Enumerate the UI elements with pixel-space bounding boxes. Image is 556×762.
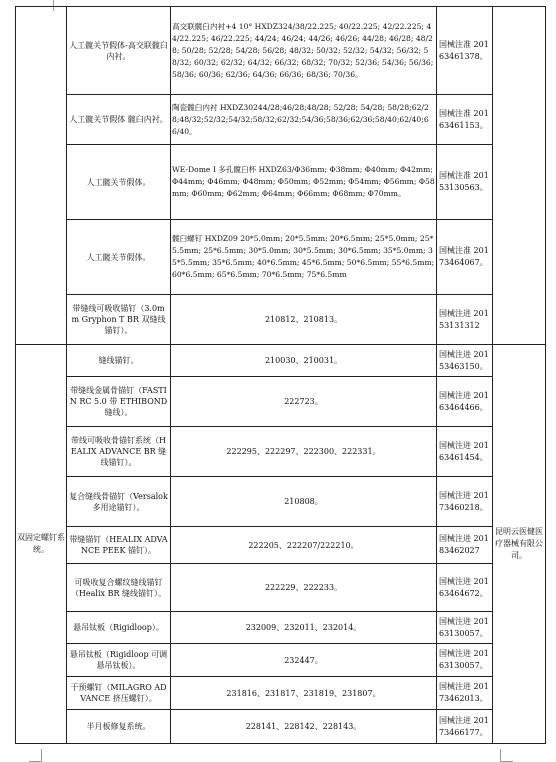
spec-cell: 228141、228142、228143。 [171,710,437,744]
product-name-cell: 带缝线可吸收锚钉（3.0mm Gryphon T BR 双缝线锚钉）。 [67,295,171,345]
table-row [16,644,546,677]
product-name-cell: 人工髋关节假体-高交联髋臼内衬。 [67,7,171,95]
table-row [16,145,546,220]
product-table [15,6,546,744]
registration-cell: 国械注准 20153130563。 [437,145,493,220]
product-name-cell: 人工髋关节假体。 [67,220,171,295]
registration-cell: 国械注进 20163130057。 [437,644,493,677]
registration-cell: 国械注进 20163130057。 [437,612,493,644]
registration-cell: 国械注进 20163464672。 [437,564,493,612]
spec-cell: 232009、232011、232014。 [171,612,437,644]
product-name-cell: 可吸收复合螺纹缝线锚钉（Healix BR 缝线锚钉）。 [67,564,171,612]
spec-cell: 陶瓷髋臼内衬 HXDZ30244/28;46/28;48/28; 52/28; 54/28; 58/28;62/28;48/32;52/32;54/32;58/32;62/32;54/36;58/36;62/36;58/40;62/40;66/40。 [171,95,437,145]
registration-cell: 国械注准 20163461153。 [437,95,493,145]
company-cell: 昆明云医健医疗器械有限公司。 [493,345,546,744]
table-row [16,427,546,477]
registration-cell: 国械注进 20153131312 [437,295,493,345]
product-name-cell: 悬吊钛板（Rigidloop 可调悬吊钛板）。 [67,644,171,677]
registration-cell: 国械注进 20173460218。 [437,477,493,527]
product-name-cell: 带缝线金属骨锚钉（FASTIN RC 5.0 带 ETHIBOND 缝线）。 [67,377,171,427]
crop-mark-bottom-left [29,749,42,762]
spec-cell: WE-Dome I 多孔髋臼杯 HXDZ63/Φ36mm; Φ38mm; Φ40mm; Φ42mm; Φ44mm; Φ46mm; Φ48mm; Φ50mm; Φ52mm; Φ54mm; Φ56mm; Φ58mm; Φ60mm; Φ62mm; Φ64mm; Φ66mm; Φ68mm; Φ70mm。 [171,145,437,220]
table-row [16,677,546,710]
company-cell-empty [493,7,546,345]
table-row [16,710,546,744]
product-name-cell: 缝线锚钉。 [67,345,171,377]
table-row [16,564,546,612]
spec-cell: 231816、231817、231819、231807。 [171,677,437,710]
spec-cell: 髋臼螺钉 HXDZ09 20*5.0mm; 20*5.5mm; 20*6.5mm; 25*5.0mm; 25*5.5mm; 25*6.5mm; 30*5.0mm; 30*5.5mm; 30*6.5mm; 35*5.0mm; 35*5.5mm; 35*6.5mm; 40*6.5mm; 45*6.5mm; 50*6.5mm; 55*6.5mm; 60*6.5mm; 65*6.5mm; 70*6.5mm; 75*6.5mm [171,220,437,295]
spec-cell: 210812、210813。 [171,295,437,345]
table-row [16,295,546,345]
product-name-cell: 人工髋关节假体。 [67,145,171,220]
registration-cell: 国械注准 20163461378。 [437,7,493,95]
product-name-cell: 带缝锚钉（HEALIX ADVANCE PEEK 锚钉）。 [67,527,171,564]
crop-mark-bottom-right [500,749,513,762]
table-row [16,477,546,527]
registration-cell: 国械注进 20163461454。 [437,427,493,477]
product-name-cell: 干预螺钉（MILAGRO ADVANCE 挤压螺钉）。 [67,677,171,710]
registration-cell: 国械注准 20173464067。 [437,220,493,295]
registration-cell: 国械注进 20183462027 [437,527,493,564]
table-row [16,220,546,295]
table-row [16,345,546,377]
spec-cell: 222229、222233。 [171,564,437,612]
product-name-cell: 人工髋关节假体 髋臼内衬。 [67,95,171,145]
category-cell-empty [16,7,67,345]
spec-cell: 232447。 [171,644,437,677]
registration-cell: 国械注进 20163464466。 [437,377,493,427]
registration-cell: 国械注进 20153463150。 [437,345,493,377]
spec-cell: 高交联髋臼内衬+4 10° HXDZ324/38/22.225; 40/22.225; 42/22.225; 44/22.225; 46/22.225; 44/24; 46/24; 44/26; 46/26; 44/28; 46/28; 48/28; 50/28; 52/28; 54/28; 56/28; 48/32; 50/32; 52/32; 54/32; 56/32; 58/32; 60/32; 62/32; 64/32; 66/32; 68/32; 70/32; 52/36; 54/36; 56/36; 58/36; 60/36; 62/36; 64/36; 66/36; 68/36; 70/36。 [171,7,437,95]
table-row [16,7,546,95]
table-row [16,527,546,564]
product-name-cell: 带线可吸收骨锚钉系统（HEALIX ADVANCE BR 缝线锚钉）。 [67,427,171,477]
spec-cell: 210030、210031。 [171,345,437,377]
product-name-cell: 悬吊钛板（Rigidloop）。 [67,612,171,644]
table-row [16,95,546,145]
spec-cell: 222295、222297、222300、222331。 [171,427,437,477]
category-cell: 双固定螺钉系统。 [16,345,67,744]
registration-cell: 国械注进 20173466177。 [437,710,493,744]
spec-cell: 210808。 [171,477,437,527]
spec-cell: 222205、222207/222210。 [171,527,437,564]
registration-cell: 国械注进 20173462013。 [437,677,493,710]
product-name-cell: 半月板修复系统。 [67,710,171,744]
product-name-cell: 复合缝线骨锚钉（Versalok 多用途锚钉）。 [67,477,171,527]
table-row [16,377,546,427]
spec-cell: 222723。 [171,377,437,427]
table-row [16,612,546,644]
